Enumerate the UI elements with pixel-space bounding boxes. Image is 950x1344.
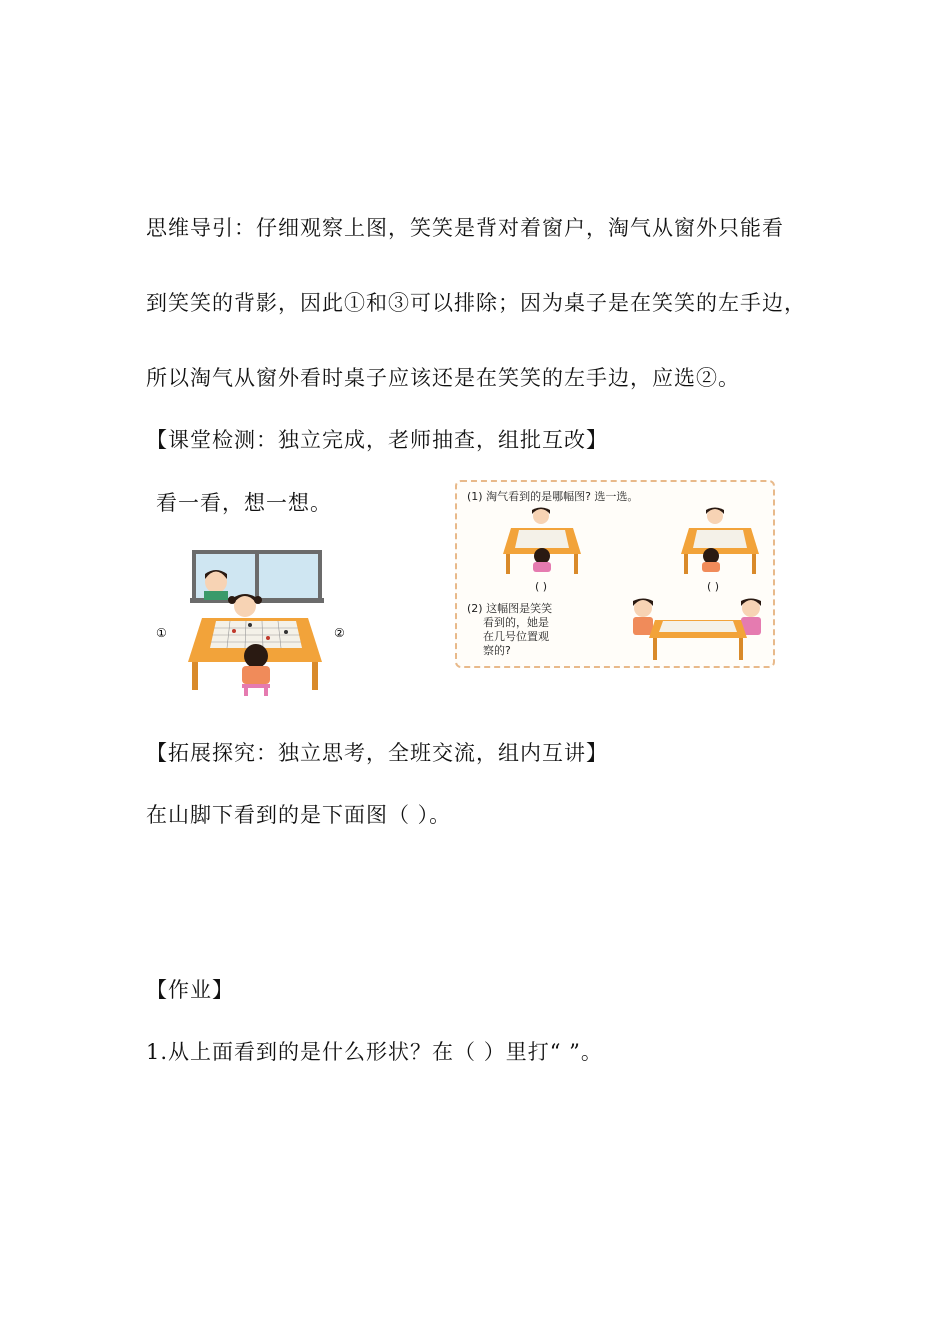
extension-heading: 【拓展探究：独立思考，全班交流，组内互讲】 [146,741,608,765]
panel-question-2-line-3: 在几号位置观 [483,630,549,643]
side-view-illustration [625,594,771,664]
homework-question-1: 1.从上面看到的是什么形状？在（ ）里打“ ”。 [146,1040,603,1064]
panel-question-2-line-4: 察的? [483,644,511,657]
panel-question-1: (1) 淘气看到的是哪幅图? 选一选。 [467,490,639,503]
panel-question-2-line-2: 看到的，她是 [483,616,549,629]
question-panel [455,480,775,668]
option-right-illustration [675,504,765,578]
option-left-illustration [497,504,587,578]
guide-line-2: 到笑笑的背影，因此①和③可以排除；因为桌子是在笑笑的左手边， [146,291,806,315]
guide-line-1: 思维导引：仔细观察上图，笑笑是背对着窗户，淘气从窗外只能看 [146,216,784,240]
homework-heading: 【作业】 [146,978,234,1002]
extension-question: 在山脚下看到的是下面图（ ）。 [146,803,452,827]
guide-line-3: 所以淘气从窗外看时桌子应该还是在笑笑的左手边，应选②。 [146,366,740,390]
panel-question-2-line-1: (2) 这幅图是笑笑 [467,602,553,615]
position-label-2: ② [334,626,345,640]
look-and-think-prompt: 看一看，想一想。 [156,491,332,515]
option-right-blank: ( ) [707,580,720,593]
chess-window-illustration [150,548,360,698]
classroom-check-heading: 【课堂检测：独立完成，老师抽查，组批互改】 [146,428,608,452]
option-left-blank: ( ) [535,580,548,593]
position-label-1: ① [156,626,167,640]
